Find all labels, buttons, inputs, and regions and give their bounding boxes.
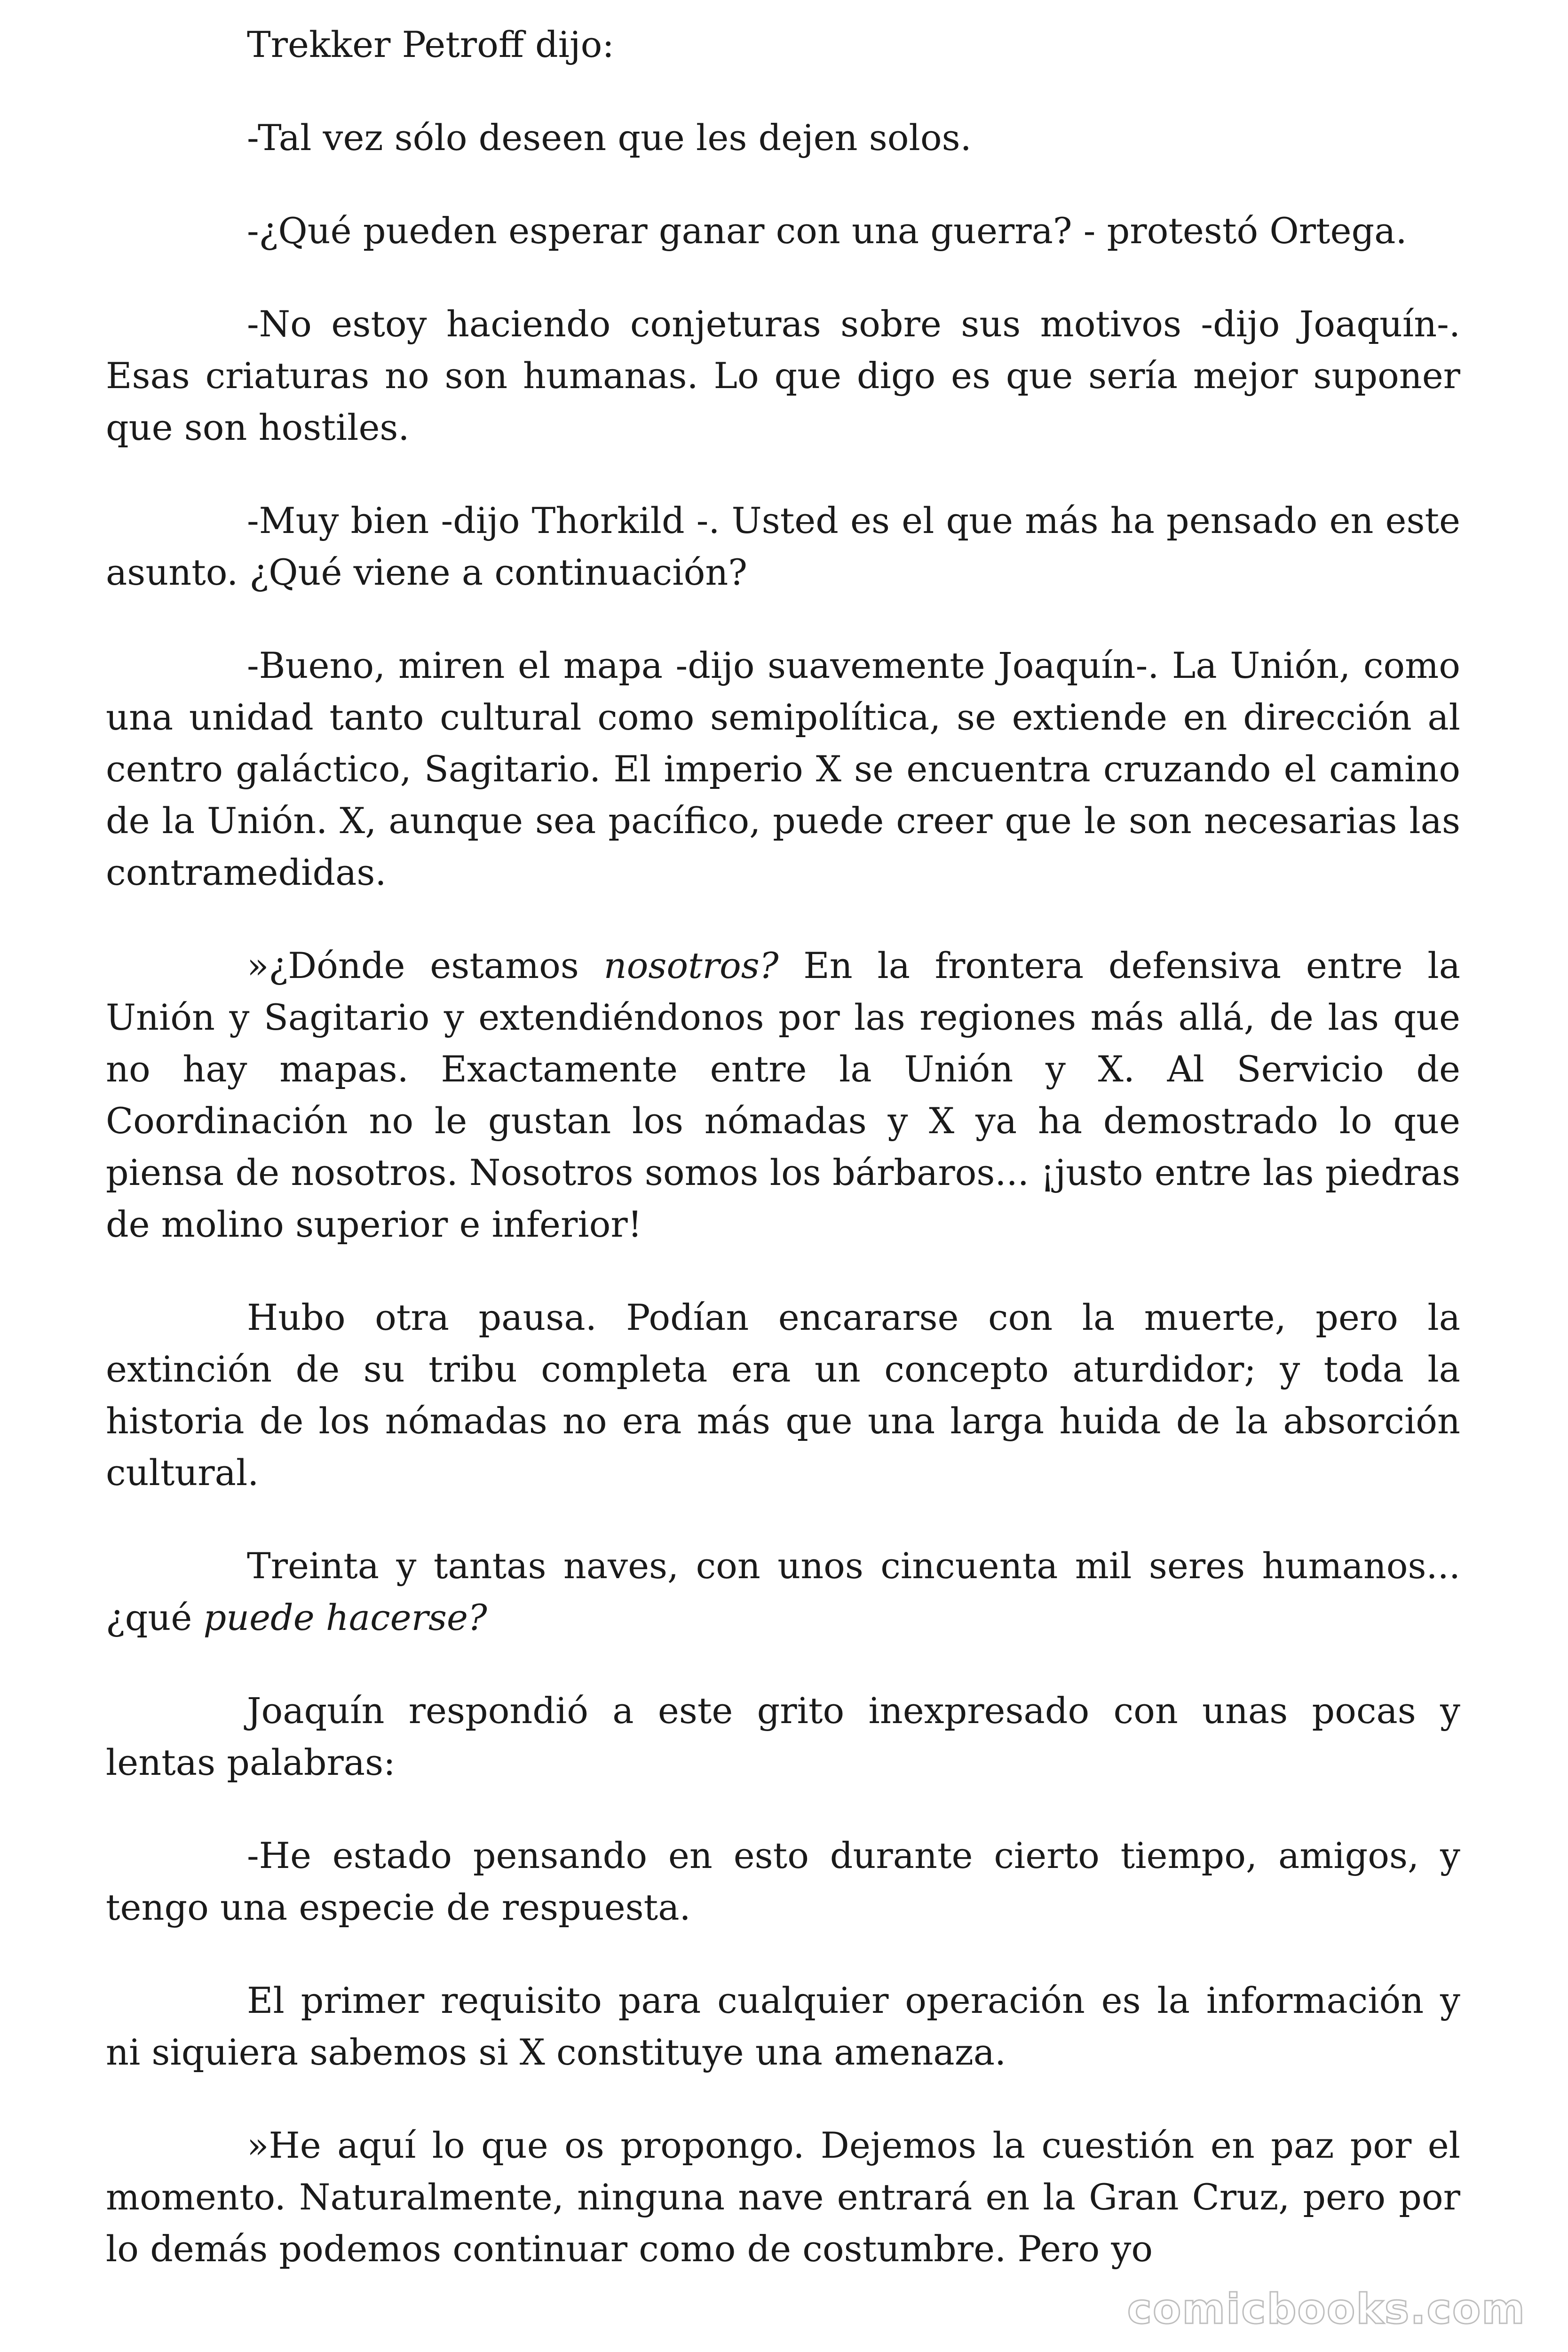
paragraph-text: Treinta y tantas naves, con unos cincuenta mil seres humanos... ¿qué (106, 1545, 1460, 1638)
italic-text: puede hacerse? (203, 1597, 487, 1638)
paragraph-text: »¿Dónde estamos (247, 945, 604, 986)
paragraph-text: -No estoy haciendo conjeturas sobre sus motivos -dijo Joaquín-. Esas criaturas no son humanas. Lo que digo es que sería mejor suponer que son hostiles. (106, 303, 1460, 448)
paragraph (106, 1830, 1460, 1933)
paragraph-text: Hubo otra pausa. Podían encararse con la muerte, pero la extinción de su tribu completa era un concepto aturdidor; y toda la historia de los nómadas no era más que una larga huida de la absorción cultural. (106, 1296, 1460, 1494)
paragraph-text: -Bueno, miren el mapa -dijo suavemente Joaquín-. La Unión, como una unidad tanto cultural como semipolítica, se extiende en dirección al centro galáctico, Sagitario. El imperio X se encuentra cruzando el camino de la Unión. X, aunque sea pacífico, puede creer que le son necesarias las contramedidas. (106, 644, 1460, 893)
paragraph (106, 495, 1460, 598)
page-body (106, 19, 1460, 2275)
italic-text: nosotros? (603, 945, 779, 986)
paragraph-text: -He estado pensando en esto durante cierto tiempo, amigos, y tengo una especie de respuesta. (106, 1835, 1460, 1928)
paragraph (106, 19, 1460, 71)
paragraph-text: -Muy bien -dijo Thorkild -. Usted es el que más ha pensado en este asunto. ¿Qué viene a continuación? (106, 500, 1460, 593)
paragraph-text: El primer requisito para cualquier operación es la información y ni siquiera sabemos si X constituye una amenaza. (106, 1979, 1460, 2073)
paragraph (106, 940, 1460, 1250)
paragraph (106, 1292, 1460, 1499)
paragraph-text: Trekker Petroff dijo: (247, 24, 614, 65)
paragraph (106, 2120, 1460, 2275)
paragraph-text: Joaquín respondió a este grito inexpresado con unas pocas y lentas palabras: (106, 1690, 1460, 1783)
paragraph-text: -Tal vez sólo deseen que les dejen solos. (247, 117, 972, 159)
paragraph-text: »He aquí lo que os propongo. Dejemos la cuestión en paz por el momento. Naturalmente, ninguna nave entrará en la Gran Cruz, pero por lo demás podemos continuar como de costumbre. Pero yo (106, 2124, 1460, 2270)
paragraph (106, 1975, 1460, 2078)
paragraph (106, 298, 1460, 453)
paragraph-text: En la frontera defensiva entre la Unión y Sagitario y extendiéndonos por las regiones más allá, de las que no hay mapas. Exactamente entre la Unión y X. Al Servicio de Coordinación no le gustan los nómadas y X ya ha demostrado lo que piensa de nosotros. Nosotros somos los bárbaros... ¡justo entre las piedras de molino superior e inferior! (106, 945, 1461, 1245)
paragraph (106, 205, 1460, 257)
paragraph-text: -¿Qué pueden esperar ganar con una guerra? - protestó Ortega. (247, 210, 1407, 252)
paragraph (106, 640, 1460, 898)
paragraph (106, 1685, 1460, 1788)
watermark-logo: comicbooks.com (1127, 2285, 1526, 2333)
paragraph (106, 112, 1460, 164)
paragraph (106, 1540, 1460, 1644)
